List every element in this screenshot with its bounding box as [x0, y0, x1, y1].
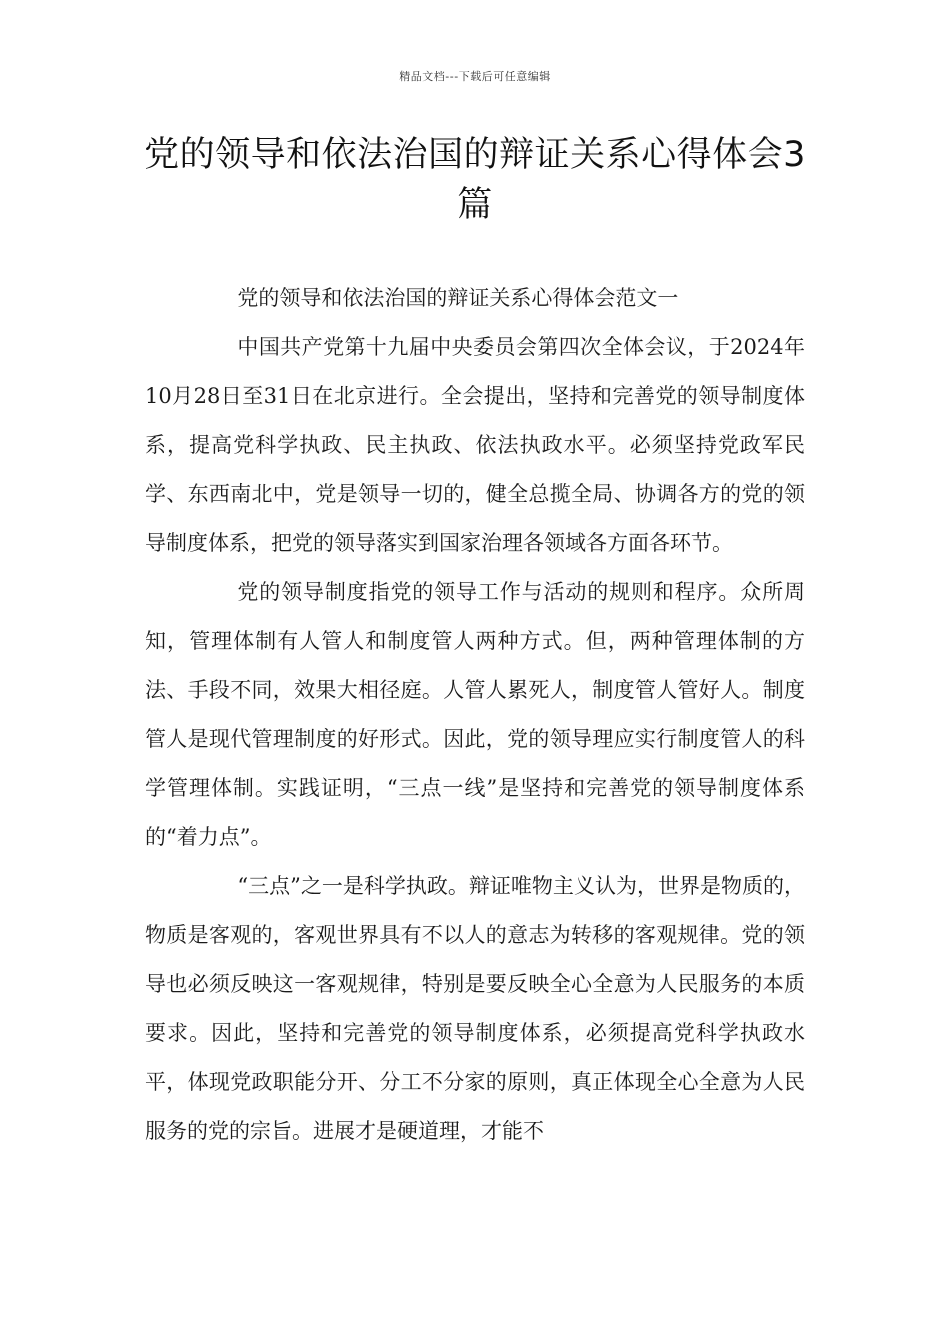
- paragraph: 党的领导制度指党的领导工作与活动的规则和程序。众所周知，管理体制有人管人和制度管人两种方式。但，两种管理体制的方法、手段不同，效果大相径庭。人管人累死人，制度管人管好人。制度管人是现代管理制度的好形式。因此，党的领导理应实行制度管人的科学管理体制。实践证明，“三点一线”是坚持和完善党的领导制度体系的“着力点”。: [145, 580, 805, 849]
- paragraph: 中国共产党第十九届中央委员会第四次全体会议，于2024年10月28日至31日在北京进行。全会提出，坚持和完善党的领导制度体系，提高党科学执政、民主执政、依法执政水平。必须坚持党政军民学、东西南北中，党是领导一切的，健全总揽全局、协调各方的党的领导制度体系，把党的领导落实到国家治理各领域各方面各环节。: [145, 335, 805, 555]
- page-header: 精品文档---下载后可任意编辑: [399, 70, 551, 83]
- section-subtitle: 党的领导和依法治国的辩证关系心得体会范文一: [237, 286, 679, 310]
- document-title: 党的领导和依法治国的辩证关系心得体会3篇: [144, 135, 806, 225]
- paragraph: “三点”之一是科学执政。辩证唯物主义认为，世界是物质的，物质是客观的，客观世界具有不以人的意志为转移的客观规律。党的领导也必须反映这一客观规律，特别是要反映全心全意为人民服务的本质要求。因此，坚持和完善党的领导制度体系，必须提高党科学执政水平，体现党政职能分开、分工不分家的原则，真正体现全心全意为人民服务的党的宗旨。进展才是硬道理，才能不: [145, 874, 805, 1143]
- document-body: [145, 274, 805, 1156]
